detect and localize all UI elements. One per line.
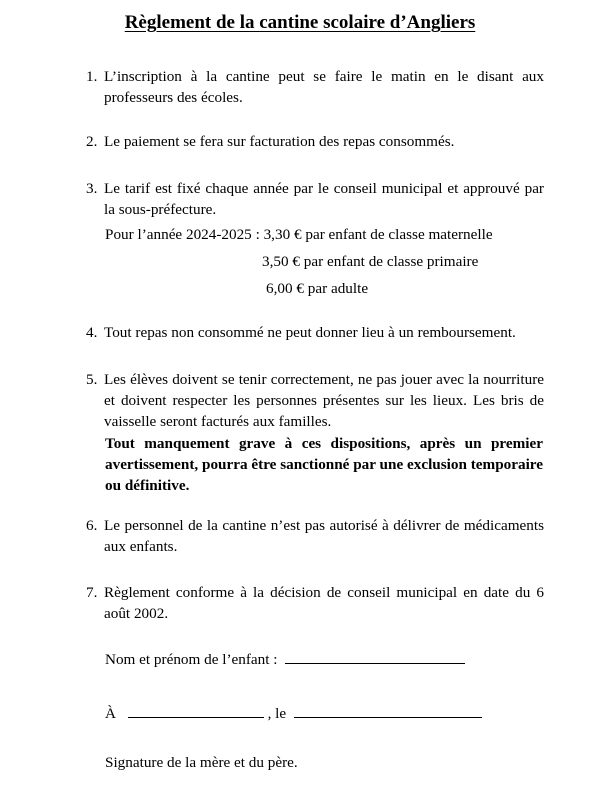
rule-number: 5. (86, 371, 98, 388)
rule-number: 6. (86, 517, 98, 534)
rule-item-7 (86, 582, 544, 624)
rule-item-4 (86, 322, 544, 343)
rule-text: Le paiement se fera sur facturation des repas consommés. (104, 133, 455, 150)
rule-number: 4. (86, 324, 98, 341)
tariff-adult: 6,00 € par adulte (266, 280, 369, 297)
rule-item-5 (86, 369, 544, 432)
rule-item-1 (86, 66, 544, 108)
child-name-field[interactable] (285, 648, 465, 664)
rule-item-2 (86, 131, 544, 152)
date-label: , le (267, 705, 287, 722)
rule-text: Le personnel de la cantine n’est pas autorisé à délivrer de médicaments aux enfants. (104, 517, 544, 555)
rule-text: L’inscription à la cantine peut se faire le matin en le disant aux professeurs des écoles. (104, 68, 544, 106)
rule-item-6 (86, 515, 544, 557)
place-label: À (105, 705, 116, 722)
signature-label: Signature de la mère et du père. (105, 754, 298, 771)
rule-number: 1. (86, 68, 98, 85)
rule-text: Le tarif est fixé chaque année par le conseil municipal et approuvé par la sous-préfecture. (104, 180, 544, 218)
rule-item-3 (86, 178, 544, 220)
place-date-row (105, 702, 482, 724)
rule-text: Règlement conforme à la décision de conseil municipal en date du 6 août 2002. (104, 584, 544, 622)
rule-text: Les élèves doivent se tenir correctement, ne pas jouer avec la nourriture et doivent respecter les personnes présentes sur les lieux. Les bris de vaisselle seront facturés aux familles. (104, 371, 544, 430)
tariff-primary: 3,50 € par enfant de classe primaire (262, 253, 479, 270)
tariff-intro: Pour l’année 2024-2025 : 3,30 € par enfant de classe maternelle (105, 226, 493, 243)
rule-number: 2. (86, 133, 98, 150)
child-name-label: Nom et prénom de l’enfant : (105, 651, 278, 668)
warning-text: Tout manquement grave à ces dispositions, après un premier avertissement, pourra être sanctionné par une exclusion temporaire ou définitive. (105, 435, 543, 494)
child-name-row (105, 648, 465, 670)
place-field[interactable] (128, 702, 264, 718)
rule-number: 7. (86, 584, 98, 601)
page-title: Règlement de la cantine scolaire d’Angliers (124, 12, 476, 33)
date-field[interactable] (294, 702, 482, 718)
rule-number: 3. (86, 180, 98, 197)
rule-text: Tout repas non consommé ne peut donner lieu à un remboursement. (104, 324, 516, 341)
